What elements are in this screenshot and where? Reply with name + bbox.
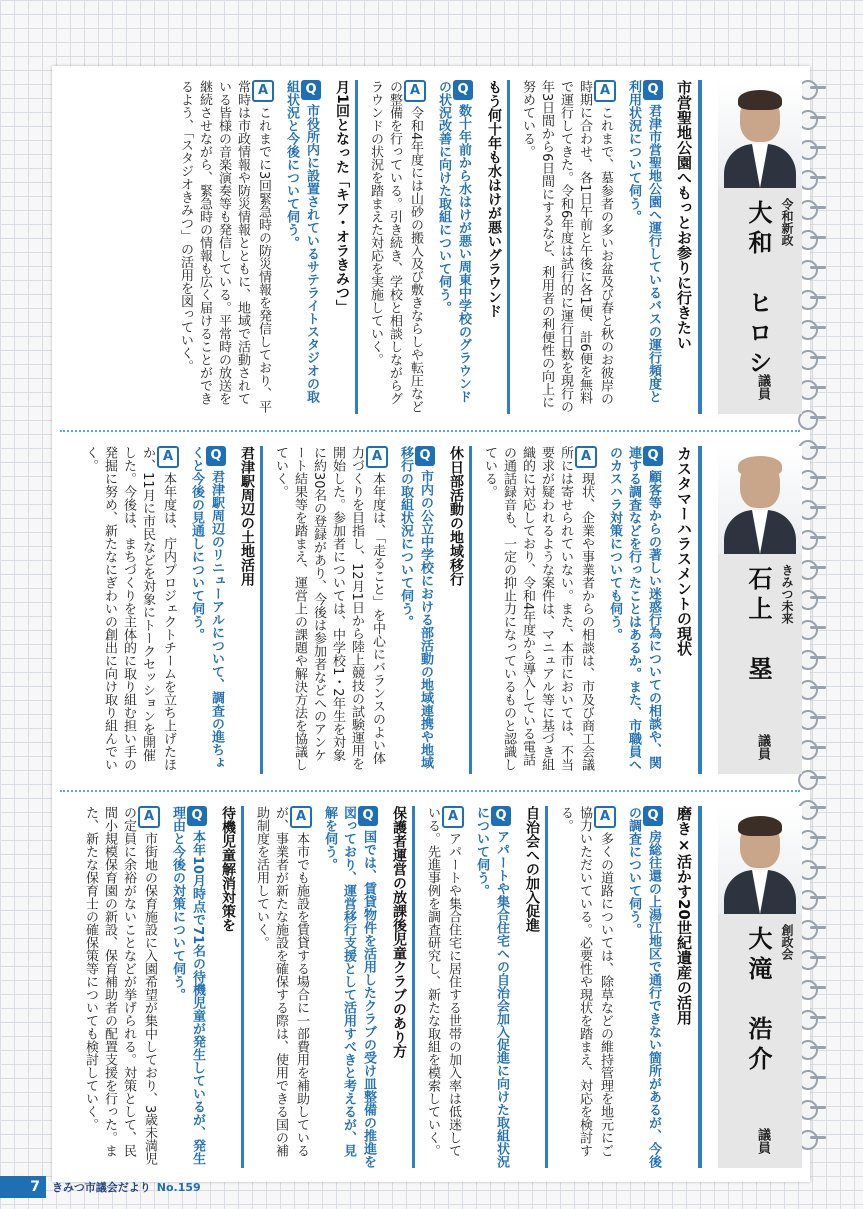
member-title: 議員 <box>755 1128 770 1154</box>
member-photo <box>718 80 802 188</box>
a-badge: A <box>252 80 274 102</box>
a-badge: A <box>290 806 312 828</box>
sub-title: 休日部活動の地域移行 <box>445 446 472 774</box>
q-badge: Q <box>301 80 321 100</box>
answer-text: A本年度は、庁内プロジェクトチームを立ち上げたほか、11月に市民などを対象にトークセッションを開催した。今後は、まちづくりを主体的に取り組む担い手の発掘に努め、新たなにぎわいの創出に向け取り組んでいく。 <box>81 446 179 774</box>
question-text: Q数十年前から水はけが悪い周東中学校のグラウンドの状況改善に向けた取組について伺う。 <box>436 80 471 403</box>
member-panel <box>52 792 810 1182</box>
member-profile <box>718 446 802 774</box>
answer-text: A現状、企業や事業者からの相談は、市及び商工会議所には寄せられていない。また、本市においては、不当要求が疑われるような案件は、マニュアル等に基づき組織的に対応しており、令和4年度から導入している電話の通話録音も、一定の抑止力になっているものと認識している。 <box>480 446 597 774</box>
member-profile <box>718 80 802 414</box>
sub-title: 月1回となった「キア・オラきみつ」 <box>331 80 358 414</box>
q-badge: Q <box>491 806 511 826</box>
question-text: Q房総往還の上湯江地区で通行できない箇所があるが、今後の調査について伺う。 <box>626 806 661 1168</box>
issue-number: No.159 <box>156 1181 201 1194</box>
sub-title: 自治会への加入促進 <box>521 806 548 1168</box>
article-title: 市営聖地公園へもっとお参りに行きたい <box>673 80 702 414</box>
q-badge: Q <box>358 806 378 826</box>
sub-title: 君津駅周辺の土地活用 <box>236 446 263 774</box>
member-panel <box>52 432 810 788</box>
q-badge: Q <box>643 806 663 826</box>
member-profile <box>718 806 802 1168</box>
member-title: 議員 <box>755 374 770 400</box>
answer-text: Aアパートや集合住宅に居住する世帯の加入率は低迷している。先進事例を調査研究し、新たな取組を模索していく。 <box>423 806 464 1168</box>
q-badge: Q <box>206 446 226 466</box>
sub-title: 待機児童解消対策を <box>217 806 244 1168</box>
member-photo <box>718 806 802 914</box>
member-name: 大和 ヒロシ <box>744 200 772 380</box>
page-sheet <box>52 66 810 1182</box>
sub-title: 保護者運営の放課後児童クラブのあり方 <box>388 806 415 1168</box>
answer-text: Aこれまでに3回緊急時の防災情報を発信しており、平常時は市政情報や防災情報とともに、地域で活動されている皆様の音楽演奏等も発信している。平常時の放送を継続させながら、緊急時の情報も広く届けることができるよう、「スタジオきみつ」の活用を図っていく。 <box>176 80 274 414</box>
answer-text: Aこれまで、墓参者の多いお盆及び春と秋のお彼岸の時期に合わせ、各1日午前と午後に各1便、計6便を無料で運行してきた。令和6年度は試行的に運行日数を現行の年3日間から6日間にするなど、利用者の利便性の向上に努めている。 <box>518 80 616 414</box>
member-name: 大滝 浩介 <box>744 926 772 1076</box>
question-text: Qアパートや集合住宅への自治会加入促進に向けた取組状況について伺う。 <box>474 806 509 1168</box>
article-title: カスタマーハラスメントの現状 <box>673 446 702 774</box>
member-photo <box>718 446 802 554</box>
member-panel <box>52 66 810 428</box>
q-badge: Q <box>415 446 435 466</box>
a-badge: A <box>138 806 160 828</box>
question-text: Q本年10月時点で71名の待機児童が発生しているが、発生理由と今後の対策について伺う。 <box>170 806 205 1166</box>
q-badge: Q <box>643 80 663 100</box>
article-body <box>60 80 706 414</box>
answer-text: A令和4年度には山砂の搬入及び敷きならしや転圧などの整備を行っている。引き続き、学校と相談しながらグラウンドの状況を踏まえた対応を実施していく。 <box>366 80 426 414</box>
article-body <box>60 446 706 774</box>
sub-title: もう何十年も水はけが悪いグラウンド <box>483 80 510 414</box>
member-title: 議員 <box>755 734 770 760</box>
question-text: Q国では、賃貸物件を活用したクラブの受け皿整備の推進を図っており、運営移行支援として活用すべきと考えるが、見解を伺う。 <box>322 806 376 1168</box>
a-badge: A <box>575 446 597 468</box>
q-badge: Q <box>453 80 473 100</box>
q-badge: Q <box>187 806 207 826</box>
article-body <box>60 806 706 1168</box>
a-badge: A <box>594 80 616 102</box>
party-name: 令和新政 <box>780 198 794 246</box>
page-footer <box>0 1176 863 1198</box>
question-text: Q顧客等からの著しい迷惑行為についての相談や、関連する調査などを行ったことはあるか。また、市職員へのカスハラ対策についても伺う。 <box>607 446 661 771</box>
answer-text: A多くの道路については、除草などの維持管理を地元にご協力いただいている。必要性や現状を踏まえ、対応を検討する。 <box>556 806 616 1168</box>
answer-text: A市街地の保育施設に入園希望が集中しており、3歳未満児の定員に余裕がないことなどが挙げられる。対策として、民間小規模保育園の新設、保育補助者の配置支援を行った。また、新たな保育士の確保策等についても検討していく。 <box>81 806 160 1168</box>
party-name: きみつ未来 <box>780 564 794 624</box>
member-name: 石上 塁 <box>744 566 772 686</box>
answer-text: A本市でも施設を賃貸する場合に一部費用を補助しているが、事業者が新たな施設を確保する際は、使用できる国の補助制度を活用していく。 <box>252 806 312 1168</box>
a-badge: A <box>366 446 388 468</box>
question-text: Q君津駅周辺のリニューアルについて、調査の進ちょくと今後の見通しについて伺う。 <box>189 446 224 769</box>
a-badge: A <box>442 806 464 828</box>
publication-name: きみつ市議会だより No.159 <box>52 1181 201 1194</box>
q-badge: Q <box>643 446 663 466</box>
a-badge: A <box>157 446 179 468</box>
a-badge: A <box>594 806 616 828</box>
party-name: 創政会 <box>780 924 794 960</box>
question-text: Q君津市営聖地公園へ運行しているバスの運行頻度と利用状況について伺う。 <box>626 80 661 403</box>
answer-text: A本年度は、「走ること」を中心にバランスのよい体力づくりを目指し、12月1日から陸上競技の試験運用を開始した。参加者については、中学校1・2年生を対象に約30名の登録があり、今後は参加者などへのアンケート結果等を踏まえ、運営上の課題や解決方法を協議していく。 <box>271 446 388 774</box>
a-badge: A <box>404 80 426 102</box>
question-text: Q市内の公立中学校における部活動の地域連携や地域移行の取組状況について伺う。 <box>398 446 433 769</box>
article-title: 磨き×活かす20世紀遺産の活用 <box>673 806 702 1168</box>
question-text: Q市役所内に設置されているサテライトスタジオの取組状況と今後について伺う。 <box>284 80 319 403</box>
page-number: 7 <box>0 1176 46 1198</box>
